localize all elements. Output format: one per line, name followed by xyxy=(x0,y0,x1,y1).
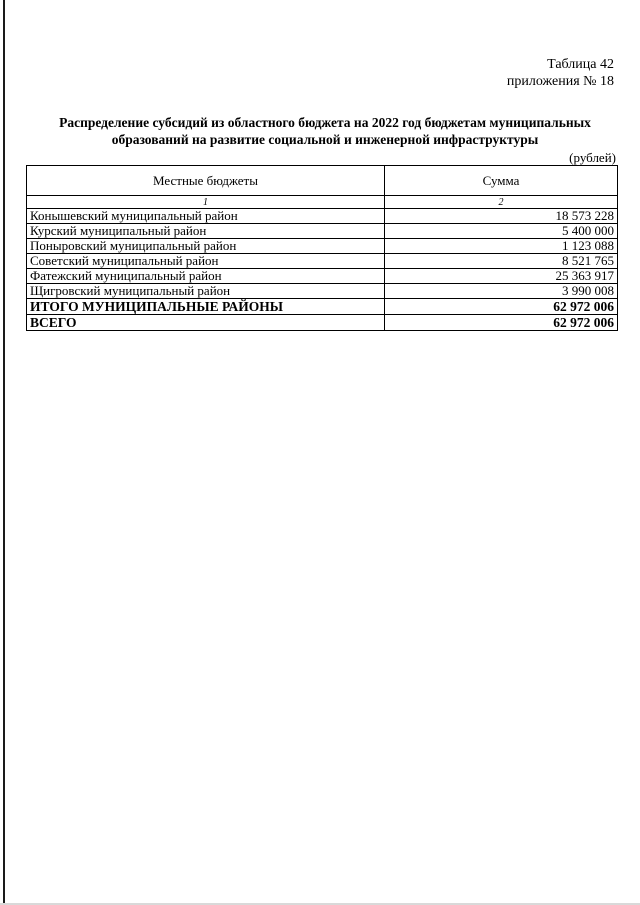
title-line-1: Распределение субсидий из областного бюджета на 2022 год бюджетам муниципальных xyxy=(59,115,591,130)
units-label: (рублей) xyxy=(569,150,616,165)
title-line-2: образований на развитие социальной и инженерной инфраструктуры xyxy=(111,132,539,147)
column-number-2: 2 xyxy=(385,196,618,209)
grand-total-row xyxy=(27,315,618,331)
column-header-amount: Сумма xyxy=(385,166,618,196)
column-header-budgets: Местные бюджеты xyxy=(27,166,385,196)
subtotal-row xyxy=(27,299,618,315)
table-row xyxy=(27,269,618,284)
table-row xyxy=(27,254,618,269)
row-name: Фатежский муниципальный район xyxy=(27,269,385,284)
column-number-1: 1 xyxy=(27,196,385,209)
document-header xyxy=(507,56,614,90)
table-row xyxy=(27,239,618,254)
row-amount: 18 573 228 xyxy=(385,209,618,224)
column-number-row xyxy=(27,196,618,209)
row-name: Щигровский муниципальный район xyxy=(27,284,385,299)
grand-total-label: ВСЕГО xyxy=(27,315,385,331)
row-amount: 8 521 765 xyxy=(385,254,618,269)
row-name: Конышевский муниципальный район xyxy=(27,209,385,224)
subtotal-amount: 62 972 006 xyxy=(385,299,618,315)
subtotal-label: ИТОГО МУНИЦИПАЛЬНЫЕ РАЙОНЫ xyxy=(27,299,385,315)
document-title xyxy=(30,114,620,148)
row-name: Курский муниципальный район xyxy=(27,224,385,239)
table-row xyxy=(27,284,618,299)
row-amount: 25 363 917 xyxy=(385,269,618,284)
table-row xyxy=(27,224,618,239)
grand-total-amount: 62 972 006 xyxy=(385,315,618,331)
row-amount: 1 123 088 xyxy=(385,239,618,254)
table-number: Таблица 42 xyxy=(547,57,614,72)
row-amount: 3 990 008 xyxy=(385,284,618,299)
table-header-row xyxy=(27,166,618,196)
row-name: Поныровский муниципальный район xyxy=(27,239,385,254)
row-name: Советский муниципальный район xyxy=(27,254,385,269)
table-row xyxy=(27,209,618,224)
row-amount: 5 400 000 xyxy=(385,224,618,239)
appendix-reference: приложения № 18 xyxy=(506,74,614,89)
scan-edge-left xyxy=(3,0,5,905)
subsidy-table xyxy=(26,165,618,331)
